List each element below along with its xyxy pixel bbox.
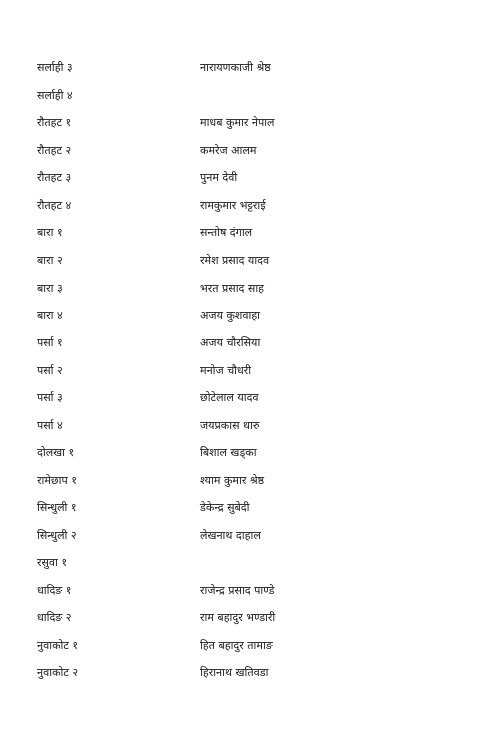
- list-item: [0, 196, 501, 216]
- constituency-label: रामेछाप १: [37, 474, 77, 487]
- candidate-name: रामकुमार भट्टराई: [200, 199, 266, 212]
- constituency-label: रसुवा १: [37, 556, 68, 569]
- candidate-name: माधब कुमार नेपाल: [200, 116, 275, 129]
- constituency-label: सर्लाही ४: [37, 89, 73, 102]
- candidate-name: लेखनाथ दाहाल: [200, 529, 261, 542]
- list-item: [0, 581, 501, 601]
- candidate-name: नारायणकाजी श्रेष्ठ: [200, 61, 271, 74]
- candidate-name: जयप्रकास थारु: [200, 419, 260, 432]
- list-item: [0, 416, 501, 436]
- candidate-name: हित बहादुर तामाङ: [200, 639, 273, 652]
- candidate-name: सन्तोष दंगाल: [200, 226, 253, 239]
- constituency-label: रौतहट १: [37, 116, 72, 129]
- constituency-label: दोलखा १: [37, 446, 75, 459]
- list-item: [0, 526, 501, 546]
- list-item: [0, 443, 501, 463]
- list-item: [0, 636, 501, 656]
- constituency-label: रौतहट २: [37, 144, 72, 157]
- list-item: [0, 608, 501, 628]
- constituency-label: पर्सा १: [37, 336, 63, 349]
- constituency-label: नुवाकोट १: [37, 639, 79, 652]
- list-item: [0, 168, 501, 188]
- list-item: [0, 58, 501, 78]
- list-item: [0, 553, 501, 573]
- constituency-label: धादिङ १: [37, 584, 72, 597]
- list-item: [0, 251, 501, 271]
- candidate-name: रमेश प्रसाद यादव: [200, 254, 270, 267]
- constituency-label: पर्सा ४: [37, 419, 63, 432]
- candidate-name: भरत प्रसाद साह: [200, 282, 265, 295]
- list-item: [0, 279, 501, 299]
- candidate-name: अजय चौरसिया: [200, 336, 261, 349]
- constituency-label: नुवाकोट २: [37, 666, 79, 679]
- list-item: [0, 86, 501, 106]
- candidate-name: राजेन्द्र प्रसाद पाण्डे: [200, 584, 275, 597]
- constituency-label: सिन्धुली २: [37, 529, 77, 542]
- list-item: [0, 471, 501, 491]
- constituency-label: धादिङ २: [37, 611, 72, 624]
- constituency-label: रौतहट ४: [37, 199, 72, 212]
- list-item: [0, 306, 501, 326]
- constituency-label: बारा ४: [37, 309, 63, 322]
- constituency-label: सर्लाही ३: [37, 61, 73, 74]
- constituency-label: सिन्धुली १: [37, 501, 77, 514]
- constituency-label: पर्सा २: [37, 364, 63, 377]
- list-item: [0, 498, 501, 518]
- constituency-label: पर्सा ३: [37, 391, 63, 404]
- candidate-name: हिरानाथ खतिवडा: [200, 666, 269, 679]
- candidate-name: बिशाल खड्का: [200, 446, 257, 459]
- list-item: [0, 361, 501, 381]
- candidate-name: डेकेन्द्र सुबेदी: [200, 501, 250, 514]
- candidate-name: मनोज चौधरी: [200, 364, 252, 377]
- list-item: [0, 223, 501, 243]
- candidate-name: राम बहादुर भण्डारी: [200, 611, 276, 624]
- constituency-label: बारा ३: [37, 282, 63, 295]
- candidate-name: श्याम कुमार श्रेष्ठ: [200, 474, 265, 487]
- candidate-name: छोटेलाल यादव: [200, 391, 259, 404]
- constituency-label: रौतहट ३: [37, 171, 72, 184]
- list-item: [0, 388, 501, 408]
- candidate-name: अजय कुशवाहा: [200, 309, 261, 322]
- constituency-label: बारा १: [37, 226, 63, 239]
- candidate-name: पुनम देवी: [200, 171, 238, 184]
- list-item: [0, 141, 501, 161]
- list-item: [0, 663, 501, 683]
- constituency-label: बारा २: [37, 254, 63, 267]
- list-item: [0, 333, 501, 353]
- list-item: [0, 113, 501, 133]
- candidate-name: कमरेज आलम: [200, 144, 257, 157]
